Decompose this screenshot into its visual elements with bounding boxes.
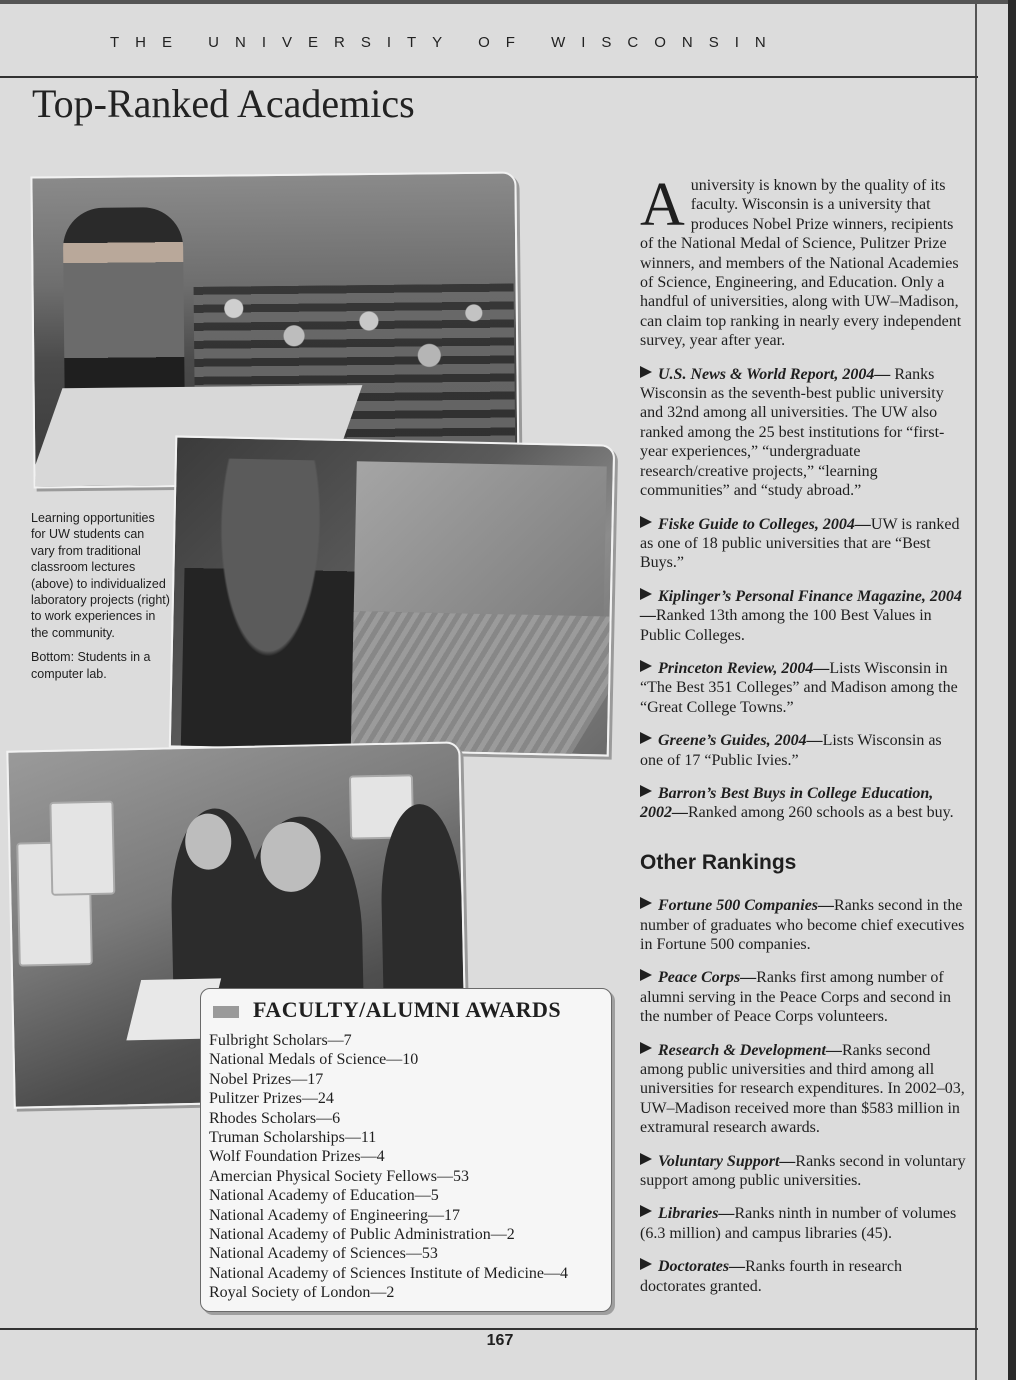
drop-cap: A [640, 171, 685, 239]
arrow-bullet-icon [640, 660, 652, 672]
ranking-text: Ranks second in the number of graduates who become chief executives in Fortune 500 companies. [640, 897, 965, 953]
laboratory-photo [169, 435, 615, 756]
ranking-source: Doctorates— [658, 1258, 746, 1276]
ranking-text: Lists Wisconsin as one of 17 “Public Ivies.” [640, 732, 942, 769]
ranking-source: Greene’s Guides, 2004— [658, 732, 823, 750]
student-figure [380, 803, 464, 1005]
ranking-text: Ranks first among number of alumni serving in the Peace Corps and second in the number of Peace Corps volunteers. [640, 969, 952, 1026]
arrow-bullet-icon [640, 969, 652, 981]
arrow-bullet-icon [640, 516, 652, 528]
intro-text: university is known by the quality of its faculty. Wisconsin is a university that produces Nobel Prize winners, recipients of the National Medal of Science, Pulitzer Prize winners, and members of the National Academies of Science, Engineering, and Education. Only a handful of universities, along with UW–Madison, can claim top ranking in nearly every independent survey, year after year. [640, 177, 962, 350]
award-item: Royal Society of London—2 [209, 1284, 395, 1302]
top-edge [0, 0, 1016, 4]
ranking-text: Ranked 13th among the 100 Best Values in Public Colleges. [640, 607, 932, 644]
rankings-column [640, 171, 966, 1310]
other-ranking-item [640, 1041, 966, 1138]
ranking-item [640, 659, 966, 717]
ranking-text: Ranks ninth in number of volumes (6.3 million) and campus libraries (45). [640, 1205, 957, 1242]
awards-title-text: FACULTY/ALUMNI AWARDS [253, 997, 562, 1022]
header-rule [0, 76, 978, 78]
ranking-source: Research & Development— [658, 1041, 842, 1059]
ranking-source: Barron’s Best Buys in College Education, 2002— [640, 784, 934, 822]
ranking-text: Ranked among 260 schools as a best buy. [688, 804, 954, 822]
awards-list [209, 1031, 568, 1303]
award-item: Pulitzer Prizes—24 [209, 1090, 334, 1108]
other-ranking-item [640, 1257, 966, 1296]
ranking-item [640, 365, 966, 501]
ranking-item [640, 731, 966, 770]
arrow-bullet-icon [640, 732, 652, 744]
awards-title [213, 997, 561, 1023]
award-item: National Academy of Education—5 [209, 1187, 439, 1205]
ranking-text: Ranks Wisconsin as the seventh-best public university and 32nd among all universities. The UW also ranked among the 25 best institutions for “first-year experiences,” “undergraduate research/creative projects,” “learning communities” and “study abroad.” [640, 365, 945, 500]
lab-hood [354, 461, 607, 616]
awards-box [200, 988, 612, 1312]
award-item: National Academy of Sciences Institute of Medicine—4 [209, 1264, 569, 1282]
ranking-source: Peace Corps— [658, 969, 757, 987]
arrow-bullet-icon [640, 1205, 652, 1217]
award-item: Wolf Foundation Prizes—4 [209, 1148, 385, 1166]
monitor [49, 801, 115, 896]
arrow-bullet-icon [640, 588, 652, 600]
footer-rule [0, 1328, 978, 1330]
ranking-item [640, 587, 966, 645]
arrow-bullet-icon [640, 366, 652, 378]
award-item: Truman Scholarships—11 [209, 1129, 377, 1147]
page-number: 167 [486, 1332, 514, 1349]
award-item: Amercian Physical Society Fellows—53 [209, 1167, 469, 1185]
lab-student-figure [181, 458, 357, 751]
award-item: National Academy of Sciences—53 [209, 1245, 438, 1263]
intro-paragraph [640, 171, 966, 351]
other-ranking-item [640, 1204, 966, 1243]
ranking-item [640, 515, 966, 573]
arrow-bullet-icon [640, 1258, 652, 1270]
other-ranking-item [640, 896, 966, 954]
award-item: Rhodes Scholars—6 [209, 1109, 341, 1127]
ranking-text: UW is ranked as one of 18 public universities that are “Best Buys.” [640, 515, 960, 572]
ranking-text: Ranks fourth in research doctorates granted. [640, 1258, 902, 1295]
caption-text: Learning opportunities for UW students can vary from traditional classroom lectures (above) to individualized laboratory projects (right) to work experiences in the community. [31, 511, 170, 640]
arrow-bullet-icon [640, 897, 652, 909]
arrow-bullet-icon [640, 785, 652, 797]
ranking-source: Voluntary Support— [658, 1152, 796, 1170]
award-item: National Academy of Engineering—17 [209, 1206, 461, 1224]
other-rankings-heading: Other Rankings [640, 850, 797, 874]
award-item: National Academy of Public Administration—2 [209, 1226, 515, 1244]
ranking-source: Princeton Review, 2004— [658, 659, 830, 677]
page-title: Top-Ranked Academics [32, 81, 415, 126]
ranking-item [640, 784, 966, 823]
ranking-text: Ranks second among public universities and third among all universities for research expenditures. In 2002–03, UW–Madison received more than $583 million in extramural research awards. [640, 1041, 965, 1137]
ranking-source: Kiplinger’s Personal Finance Magazine, 2004— [640, 587, 962, 625]
arrow-bullet-icon [640, 1042, 652, 1054]
award-item: Fulbright Scholars—7 [209, 1032, 352, 1049]
award-item: National Medals of Science—10 [209, 1051, 419, 1069]
ranking-source: Fiske Guide to Colleges, 2004— [658, 515, 871, 533]
ranking-text: Lists Wisconsin in “The Best 351 Colleges” and Madison among the “Great College Towns.” [640, 659, 958, 716]
right-edge [1008, 0, 1016, 1380]
awards-bullet-square [213, 1006, 239, 1018]
caption-bottom-text: Bottom: Students in a computer lab. [31, 650, 151, 681]
ranking-text: Ranks second in voluntary support among public universities. [640, 1152, 966, 1190]
right-rule [975, 0, 977, 1380]
running-head: THE UNIVERSITY OF WISCONSIN [110, 34, 782, 51]
arrow-bullet-icon [640, 1153, 652, 1165]
other-ranking-item [640, 968, 966, 1026]
ranking-source: U.S. News & World Report, 2004— [658, 365, 891, 383]
ranking-source: Fortune 500 Companies— [658, 897, 835, 915]
ranking-source: Libraries— [658, 1205, 735, 1223]
photo-caption [31, 510, 171, 690]
award-item: Nobel Prizes—17 [209, 1070, 324, 1088]
other-ranking-item [640, 1152, 966, 1191]
